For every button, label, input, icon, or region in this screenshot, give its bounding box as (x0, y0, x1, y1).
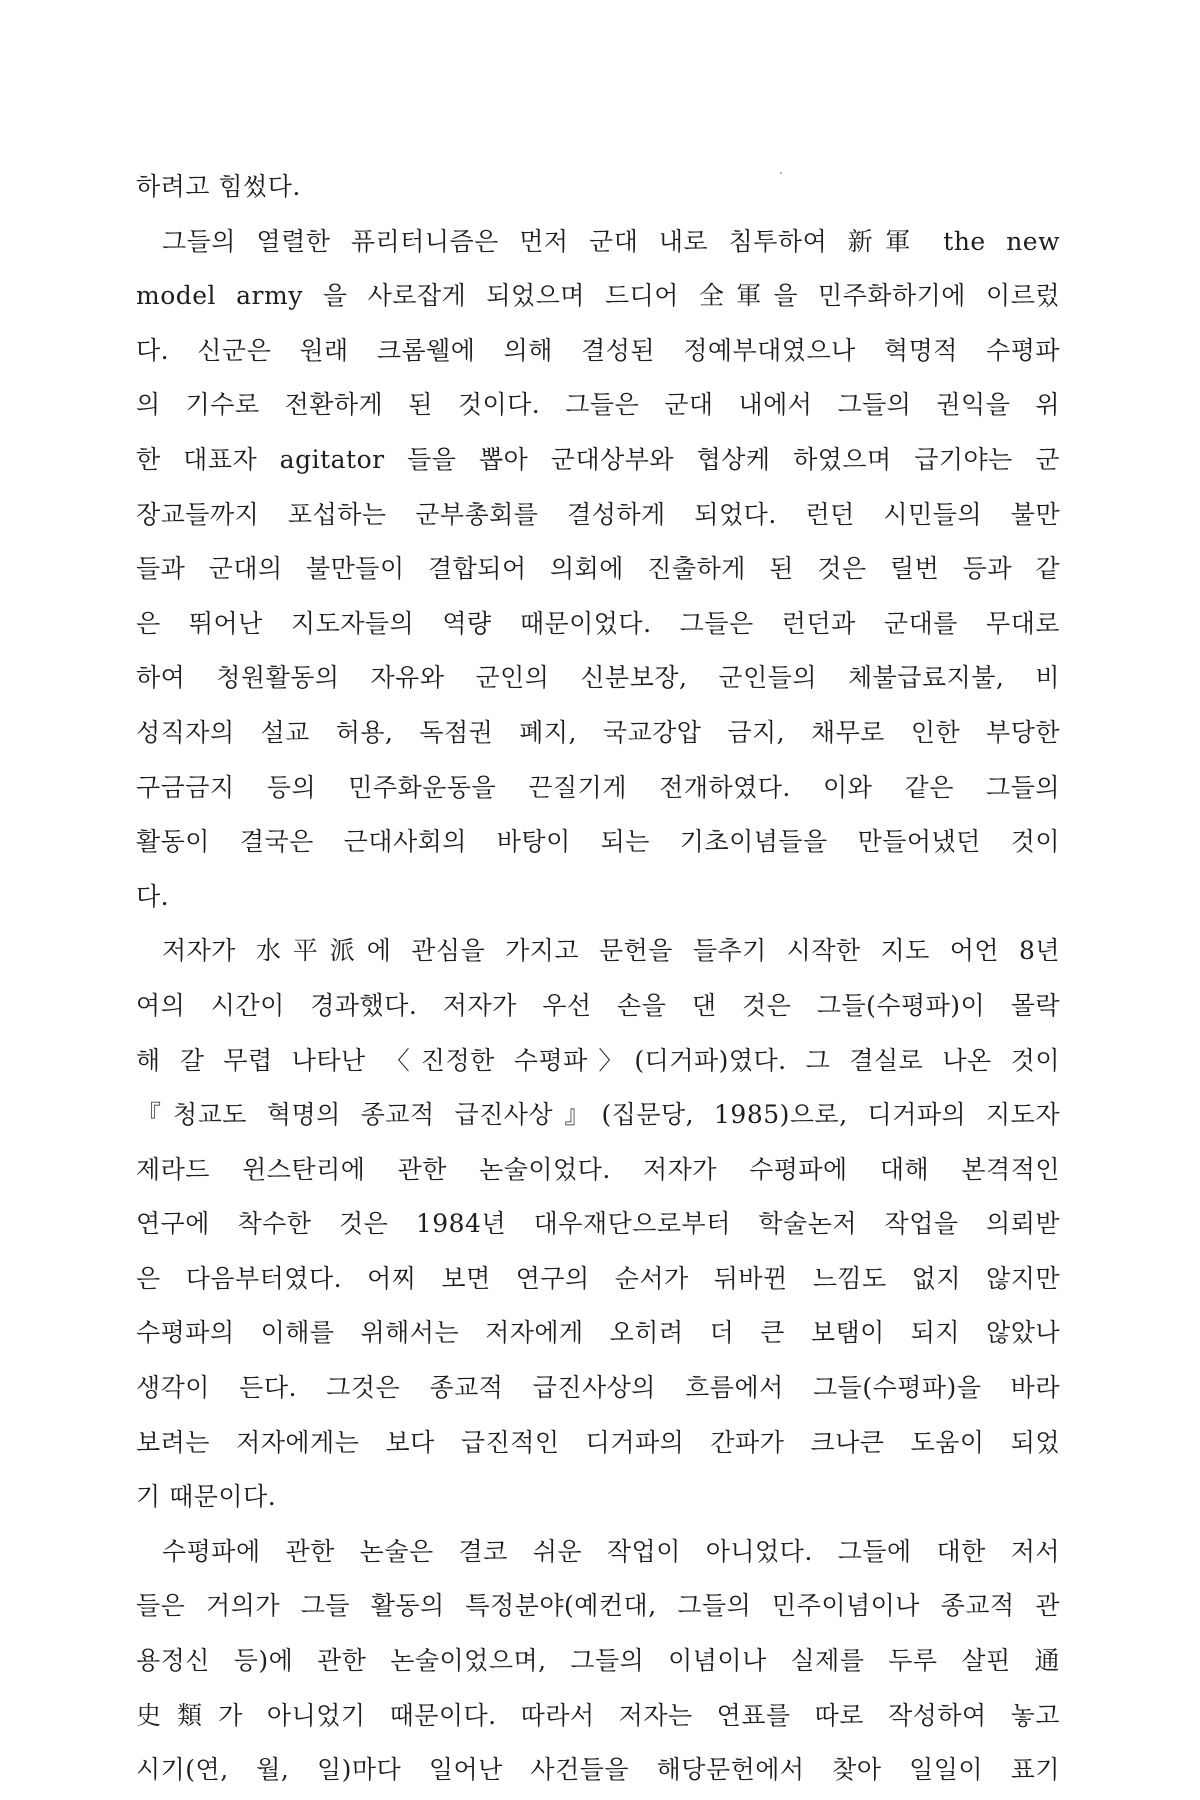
text-line: 들은 거의가 그들 활동의 특정분야(예컨대, 그들의 민주이념이나 종교적 관 (136, 1591, 1060, 1621)
text-line: 연구에 착수한 것은 1984년 대우재단으로부터 학술논저 작업을 의뢰받 (136, 1209, 1060, 1239)
text-line: 은 뛰어난 지도자들의 역량 때문이었다. 그들은 런던과 군대를 무대로 (136, 608, 1060, 638)
text-line: 구금금지 등의 민주화운동을 끈질기게 전개하였다. 이와 같은 그들의 (136, 772, 1060, 802)
text-line: 의 기수로 전환하게 된 것이다. 그들은 군대 내에서 그들의 권익을 위 (136, 390, 1060, 420)
body-text (136, 160, 1060, 1798)
text-line: 제라드 윈스탄리에 관한 논술이었다. 저자가 수평파에 대해 본격적인 (136, 1154, 1060, 1184)
text-line: model army 을 사로잡게 되었으며 드디어 全軍을 민주화하기에 이르렀 (136, 281, 1060, 311)
text-line: 활동이 결국은 근대사회의 바탕이 되는 기초이념들을 만들어냈던 것이 (136, 827, 1060, 857)
text-line: 다. 신군은 원래 크롬웰에 의해 결성된 정예부대였으나 혁명적 수평파 (136, 335, 1060, 365)
text-line: 성직자의 설교 허용, 독점권 폐지, 국교강압 금지, 채무로 인한 부당한 (136, 717, 1060, 747)
text-line: 시기(연, 월, 일)마다 일어난 사건들을 해당문헌에서 찾아 일일이 표기 (136, 1755, 1060, 1785)
text-line: 하여 청원활동의 자유와 군인의 신분보장, 군인들의 체불급료지불, 비 (136, 663, 1060, 693)
text-line: 용정신 등)에 관한 논술이었으며, 그들의 이념이나 실제를 두루 살핀 通 (136, 1646, 1060, 1676)
text-line: 하려고 힘썼다. (136, 172, 301, 201)
text-line: 『청교도 혁명의 종교적 급진사상』(집문당, 1985)으로, 디거파의 지도자 (136, 1100, 1060, 1130)
text-line: 생각이 든다. 그것은 종교적 급진사상의 흐름에서 그들(수평파)을 바라 (136, 1373, 1060, 1403)
text-line: 들과 군대의 불만들이 결합되어 의회에 진출하게 된 것은 릴번 등과 같 (136, 554, 1060, 584)
text-line: 수평파에 관한 논술은 결코 쉬운 작업이 아니었다. 그들에 대한 저서 (162, 1536, 1060, 1566)
text-line: 장교들까지 포섭하는 군부총회를 결성하게 되었다. 런던 시민들의 불만 (136, 499, 1060, 529)
text-line: 기 때문이다. (136, 1482, 277, 1512)
text-line: 여의 시간이 경과했다. 저자가 우선 손을 댄 것은 그들(수평파)이 몰락 (136, 990, 1060, 1020)
text-line: 보려는 저자에게는 보다 급진적인 디거파의 간파가 크나큰 도움이 되었 (136, 1427, 1060, 1457)
text-line: 史類가 아니었기 때문이다. 따라서 저자는 연표를 따로 작성하여 놓고 (136, 1700, 1060, 1730)
text-line: 다. (136, 881, 170, 911)
text-line: 저자가 水平派에 관심을 가지고 문헌을 들추기 시작한 지도 어언 8년 (162, 936, 1060, 966)
text-line: 수평파의 이해를 위해서는 저자에게 오히려 더 큰 보탬이 되지 않았나 (136, 1318, 1060, 1348)
text-line: 은 다음부터였다. 어찌 보면 연구의 순서가 뒤바뀐 느낌도 없지 않지만 (136, 1263, 1060, 1293)
text-line: 한 대표자 agitator 들을 뽑아 군대상부와 협상케 하였으며 급기야는 군 (136, 444, 1060, 474)
text-line: 해 갈 무렵 나타난 〈진정한 수평파〉(디거파)였다. 그 결실로 나온 것이 (136, 1045, 1060, 1075)
text-line: 그들의 열렬한 퓨리터니즘은 먼저 군대 내로 침투하여 新軍 the new (162, 226, 1060, 256)
